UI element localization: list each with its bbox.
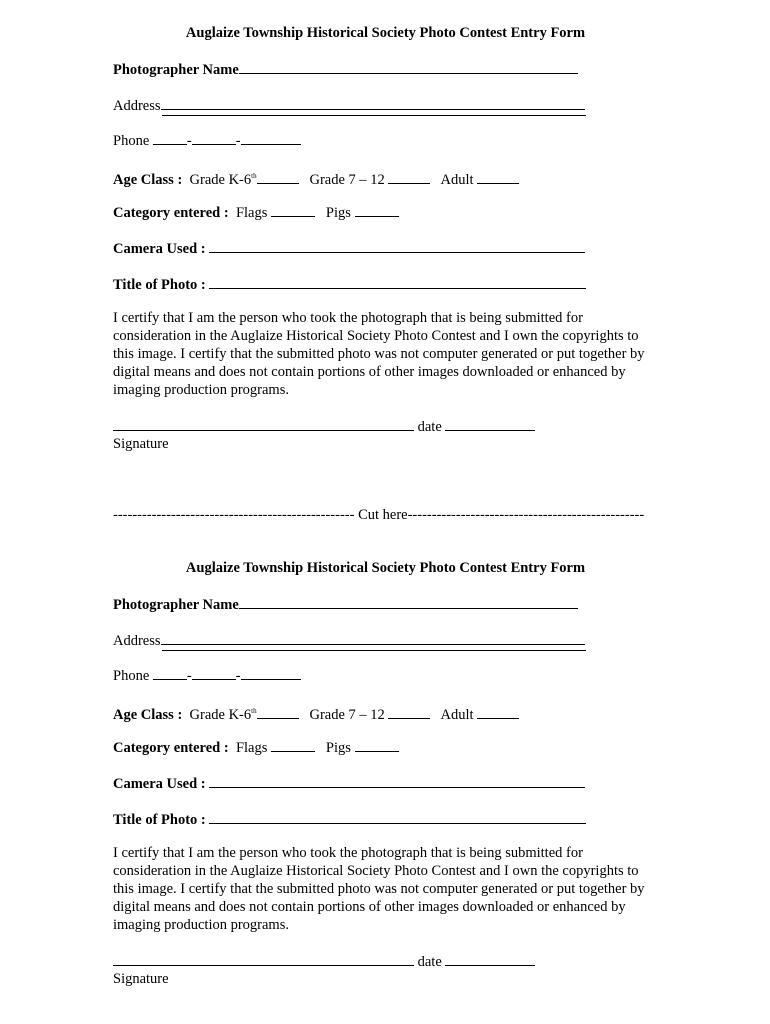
- category-row: [113, 738, 399, 757]
- phone-separator: -: [235, 668, 241, 684]
- address-label: Address: [113, 633, 161, 649]
- grade-7-12-field[interactable]: [388, 170, 430, 184]
- photographer-name-field[interactable]: [239, 60, 578, 74]
- form-title: Auglaize Township Historical Society Photo Contest Entry Form: [185, 25, 586, 41]
- pigs-field[interactable]: [355, 203, 399, 217]
- pigs-label: Pigs: [325, 205, 351, 221]
- camera-row: [113, 774, 585, 793]
- adult-label: Adult: [440, 172, 474, 188]
- camera-label: Camera Used :: [113, 241, 206, 257]
- date-label: date: [417, 419, 442, 435]
- phone-area-field[interactable]: [153, 666, 187, 680]
- address-field-line1[interactable]: [161, 96, 585, 110]
- certification-text: I certify that I am the person who took the photograph that is being submitted for consideration in the Auglaize Historical Society Photo Contest and I own the copyrights to this image. I certify that the submitted photo was not computer generated or put together by digital means and does not contain portions of other images downloaded or enhanced by imaging production programs.: [113, 310, 645, 398]
- photographer-name-field[interactable]: [239, 595, 578, 609]
- category-label: Category entered :: [113, 740, 229, 756]
- age-class-label: Age Class :: [113, 707, 183, 723]
- grade-7-12-field[interactable]: [388, 705, 430, 719]
- adult-field[interactable]: [477, 170, 519, 184]
- cut-here-label: Cut here: [354, 507, 408, 523]
- photo-title-row: [113, 275, 586, 294]
- phone-area-field[interactable]: [153, 131, 187, 145]
- grade-k6-field[interactable]: [257, 705, 299, 719]
- camera-field[interactable]: [209, 774, 585, 788]
- adult-label: Adult: [440, 707, 474, 723]
- address-field-line1[interactable]: [161, 631, 585, 645]
- address-label: Address: [113, 98, 161, 114]
- address-row: [113, 631, 585, 650]
- photo-title-label: Title of Photo :: [113, 812, 206, 828]
- category-row: [113, 203, 399, 222]
- photo-title-field[interactable]: [209, 275, 586, 289]
- cut-dashes-left: --------------------------------------------------: [113, 507, 355, 523]
- grade-k6-label: Grade K-6: [189, 707, 252, 723]
- grade-k6-sup: th: [251, 707, 257, 715]
- phone-row: [113, 666, 301, 685]
- flags-label: Flags: [235, 740, 268, 756]
- signature-label: Signature: [113, 971, 169, 987]
- age-class-label: Age Class :: [113, 172, 183, 188]
- photographer-name-row: [113, 595, 578, 614]
- camera-field[interactable]: [209, 239, 585, 253]
- grade-k6-sup: th: [251, 172, 257, 180]
- cut-dashes-right: -------------------------------------------------: [407, 507, 645, 523]
- camera-label: Camera Used :: [113, 776, 206, 792]
- grade-k6-field[interactable]: [257, 170, 299, 184]
- certification-text: I certify that I am the person who took the photograph that is being submitted for consideration in the Auglaize Historical Society Photo Contest and I own the copyrights to this image. I certify that the submitted photo was not computer generated or put together by digital means and does not contain portions of other images downloaded or enhanced by imaging production programs.: [113, 845, 645, 933]
- phone-separator: -: [186, 133, 192, 149]
- photographer-name-label: Photographer Name: [113, 62, 239, 78]
- signature-field[interactable]: [113, 417, 414, 431]
- age-class-row: [113, 702, 519, 724]
- camera-row: [113, 239, 585, 258]
- date-label: date: [417, 954, 442, 970]
- address-row: [113, 96, 585, 115]
- category-label: Category entered :: [113, 205, 229, 221]
- grade-7-12-label: Grade 7 – 12: [309, 707, 385, 723]
- phone-separator: -: [235, 133, 241, 149]
- phone-prefix-field[interactable]: [192, 666, 236, 680]
- cut-here-line: [113, 506, 644, 524]
- photo-title-field[interactable]: [209, 810, 586, 824]
- grade-k6-label: Grade K-6: [189, 172, 252, 188]
- phone-row: [113, 131, 301, 150]
- signature-label: Signature: [113, 436, 169, 452]
- address-field-line2[interactable]: [162, 650, 586, 651]
- age-class-row: [113, 167, 519, 189]
- date-field[interactable]: [445, 417, 535, 431]
- grade-7-12-label: Grade 7 – 12: [309, 172, 385, 188]
- pigs-field[interactable]: [355, 738, 399, 752]
- flags-label: Flags: [235, 205, 268, 221]
- photographer-name-row: [113, 60, 578, 79]
- phone-separator: -: [186, 668, 192, 684]
- photo-title-label: Title of Photo :: [113, 277, 206, 293]
- signature-field[interactable]: [113, 952, 414, 966]
- address-field-line2[interactable]: [162, 115, 586, 116]
- date-field[interactable]: [445, 952, 535, 966]
- signature-date-row: [113, 952, 535, 971]
- pigs-label: Pigs: [325, 740, 351, 756]
- phone-line-field[interactable]: [241, 131, 301, 145]
- phone-line-field[interactable]: [241, 666, 301, 680]
- phone-label: Phone: [113, 668, 150, 684]
- adult-field[interactable]: [477, 705, 519, 719]
- phone-label: Phone: [113, 133, 150, 149]
- phone-prefix-field[interactable]: [192, 131, 236, 145]
- photo-title-row: [113, 810, 586, 829]
- flags-field[interactable]: [271, 203, 315, 217]
- signature-date-row: [113, 417, 535, 436]
- form-title: Auglaize Township Historical Society Photo Contest Entry Form: [185, 560, 586, 576]
- flags-field[interactable]: [271, 738, 315, 752]
- photographer-name-label: Photographer Name: [113, 597, 239, 613]
